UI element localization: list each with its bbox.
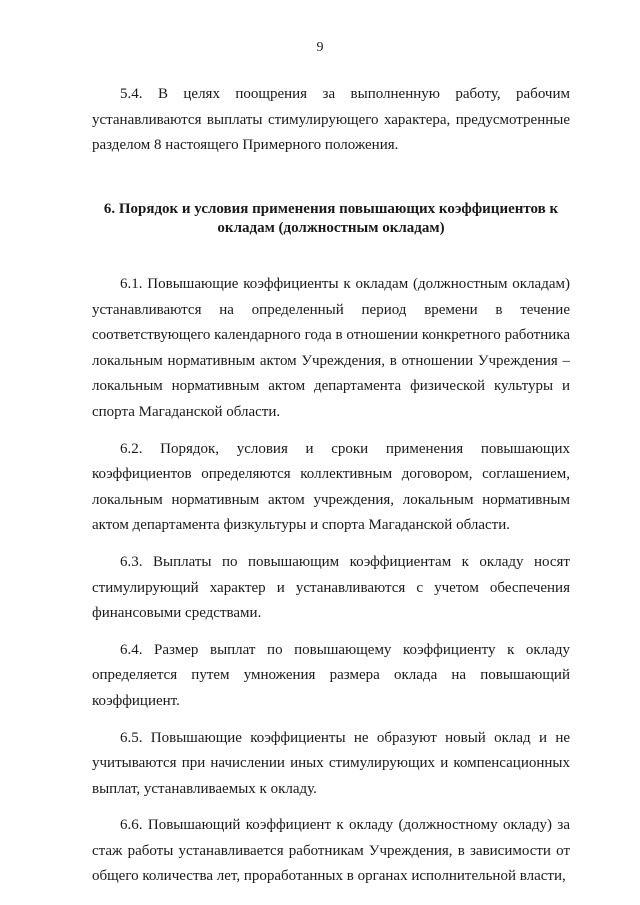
page-number: 9 [316,40,324,55]
paragraph-6-2: 6.2. Порядок, условия и сроки применения повышающих коэффициентов определяются коллективным договором, соглашением, локальным нормативным актом учреждения, локальным нормативным актом департамента физкультуры и спорта Магаданской области. [92,440,570,534]
paragraph-6-5: 6.5. Повышающие коэффициенты не образуют новый оклад и не учитываются при начислении иных стимулирующих и компенсационных выплат, устанавливаемых к окладу. [92,729,570,797]
paragraph-5-4: 5.4. В целях поощрения за выполненную работу, рабочим устанавливаются выплаты стимулирующего характера, предусмотренные разделом 8 настоящего Примерного положения. [92,86,570,154]
paragraph-6-3: 6.3. Выплаты по повышающим коэффициентам к окладу носят стимулирующий характер и устанавливаются с учетом обеспечения финансовыми средствами. [92,553,570,622]
section-heading: 6. Порядок и условия применения повышающих коэффициентов к окладам (должностным окладам) [103,201,559,236]
intro-block [92,82,570,159]
paragraph-6-4: 6.4. Размер выплат по повышающему коэффициенту к окладу определяется путем умножения размера оклада на повышающий коэффициент. [92,641,570,709]
section-body [92,272,570,890]
paragraph-6-1: 6.1. Повышающие коэффициенты к окладам (должностным окладам) устанавливаются на определенный период времени в течение соответствующего календарного года в отношении конкретного работника локальным нормативным актом Учреждения, в отношении Учреждения – локальным нормативным актом департамента физической культуры и спорта Магаданской области. [92,276,570,420]
paragraph-6-6: 6.6. Повышающий коэффициент к окладу (должностному окладу) за стаж работы устанавливается работникам Учреждения, в зависимости от общего количества лет, проработанных в органах исполнительной власти, [92,817,570,885]
